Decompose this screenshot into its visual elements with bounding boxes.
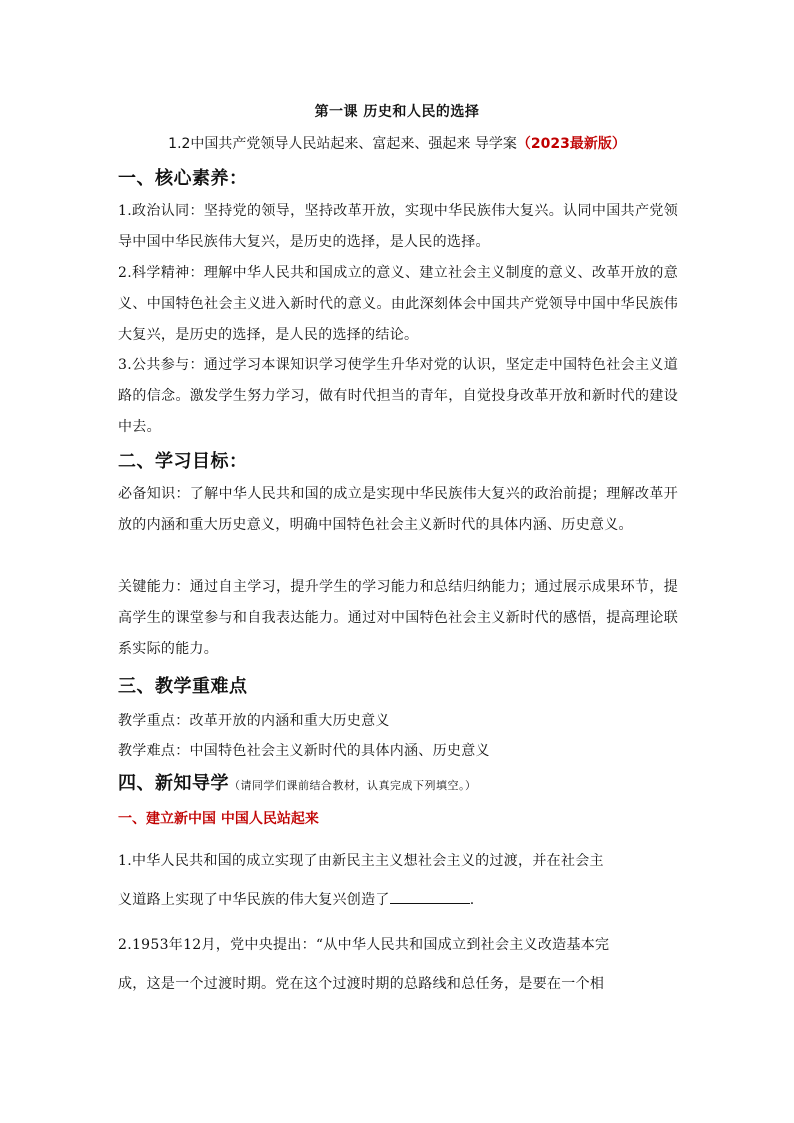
question-1-line-2 (118, 889, 678, 909)
subsection-heading-new-china: 一、建立新中国 中国人民站起来 (118, 811, 319, 827)
paragraph-scientific-spirit: 2.科学精神：理解中华人民共和国成立的意义、建立社会主义制度的意义、改革开放的意义、中国特色社会主义进入新时代的意义。由此深刻体会中国共产党领导中国中华民族伟大复兴，是历史的选择，是人民的选择的结论。 (118, 265, 678, 343)
section-heading-learning-goals: 二、学习目标： (118, 451, 248, 472)
paragraph-essential-knowledge: 必备知识：了解中华人民共和国的成立是实现中华民族伟大复兴的政治前提；理解改革开放的内涵和重大历史意义，明确中国特色社会主义新时代的具体内涵、历史意义。 (118, 486, 678, 533)
section-heading-key-difficult-points: 三、教学重难点 (118, 676, 248, 697)
page-subtitle (0, 133, 794, 153)
teaching-key-point: 教学重点：改革开放的内涵和重大历史意义 (118, 713, 390, 729)
section-heading-new-knowledge-text: 四、新知导学 (118, 773, 229, 794)
section-heading-new-knowledge (118, 769, 477, 795)
section-heading-core-literacy: 一、核心素养： (118, 168, 248, 189)
subtitle-version-tag: （2023最新版） (516, 136, 626, 152)
question-2-line-2: 成，这是一个过渡时期。党在这个过渡时期的总路线和总任务，是要在一个相 (118, 976, 605, 992)
page-title: 第一课 历史和人民的选择 (314, 104, 480, 120)
paragraph-political-identity: 1.政治认同：坚持党的领导，坚持改革开放，实现中华民族伟大复兴。认同中国共产党领导中国中华民族伟大复兴，是历史的选择，是人民的选择。 (118, 203, 678, 250)
section-note: （请同学们课前结合教材，认真完成下列填空。） (229, 779, 477, 792)
question-2-line-1: 2.1953年12月，党中央提出：“从中华人民共和国成立到社会主义改造基本完 (118, 937, 610, 953)
fill-in-blank[interactable] (390, 889, 470, 904)
paragraph-public-participation: 3.公共参与：通过学习本课知识学习使学生升华对党的认识，坚定走中国特色社会主义道路的信念。激发学生努力学习，做有时代担当的青年，自觉投身改革开放和新时代的建设中去。 (118, 357, 678, 435)
question-1-line-1: 1.中华人民共和国的成立实现了由新民主主义想社会主义的过渡，并在社会主 (118, 853, 604, 869)
subtitle-main: 1.2中国共产党领导人民站起来、富起来、强起来 导学案 (168, 136, 517, 152)
teaching-difficult-point: 教学难点：中国特色社会主义新时代的具体内涵、历史意义 (118, 743, 490, 759)
question-1-line-2-text: 义道路上实现了中华民族的伟大复兴创造了 (118, 892, 390, 908)
paragraph-key-abilities: 关键能力：通过自主学习，提升学生的学习能力和总结归纳能力；通过展示成果环节，提高学生的课堂参与和自我表达能力。通过对中国特色社会主义新时代的感悟，提高理论联系实际的能力。 (118, 579, 678, 657)
question-1-end: . (469, 892, 475, 908)
